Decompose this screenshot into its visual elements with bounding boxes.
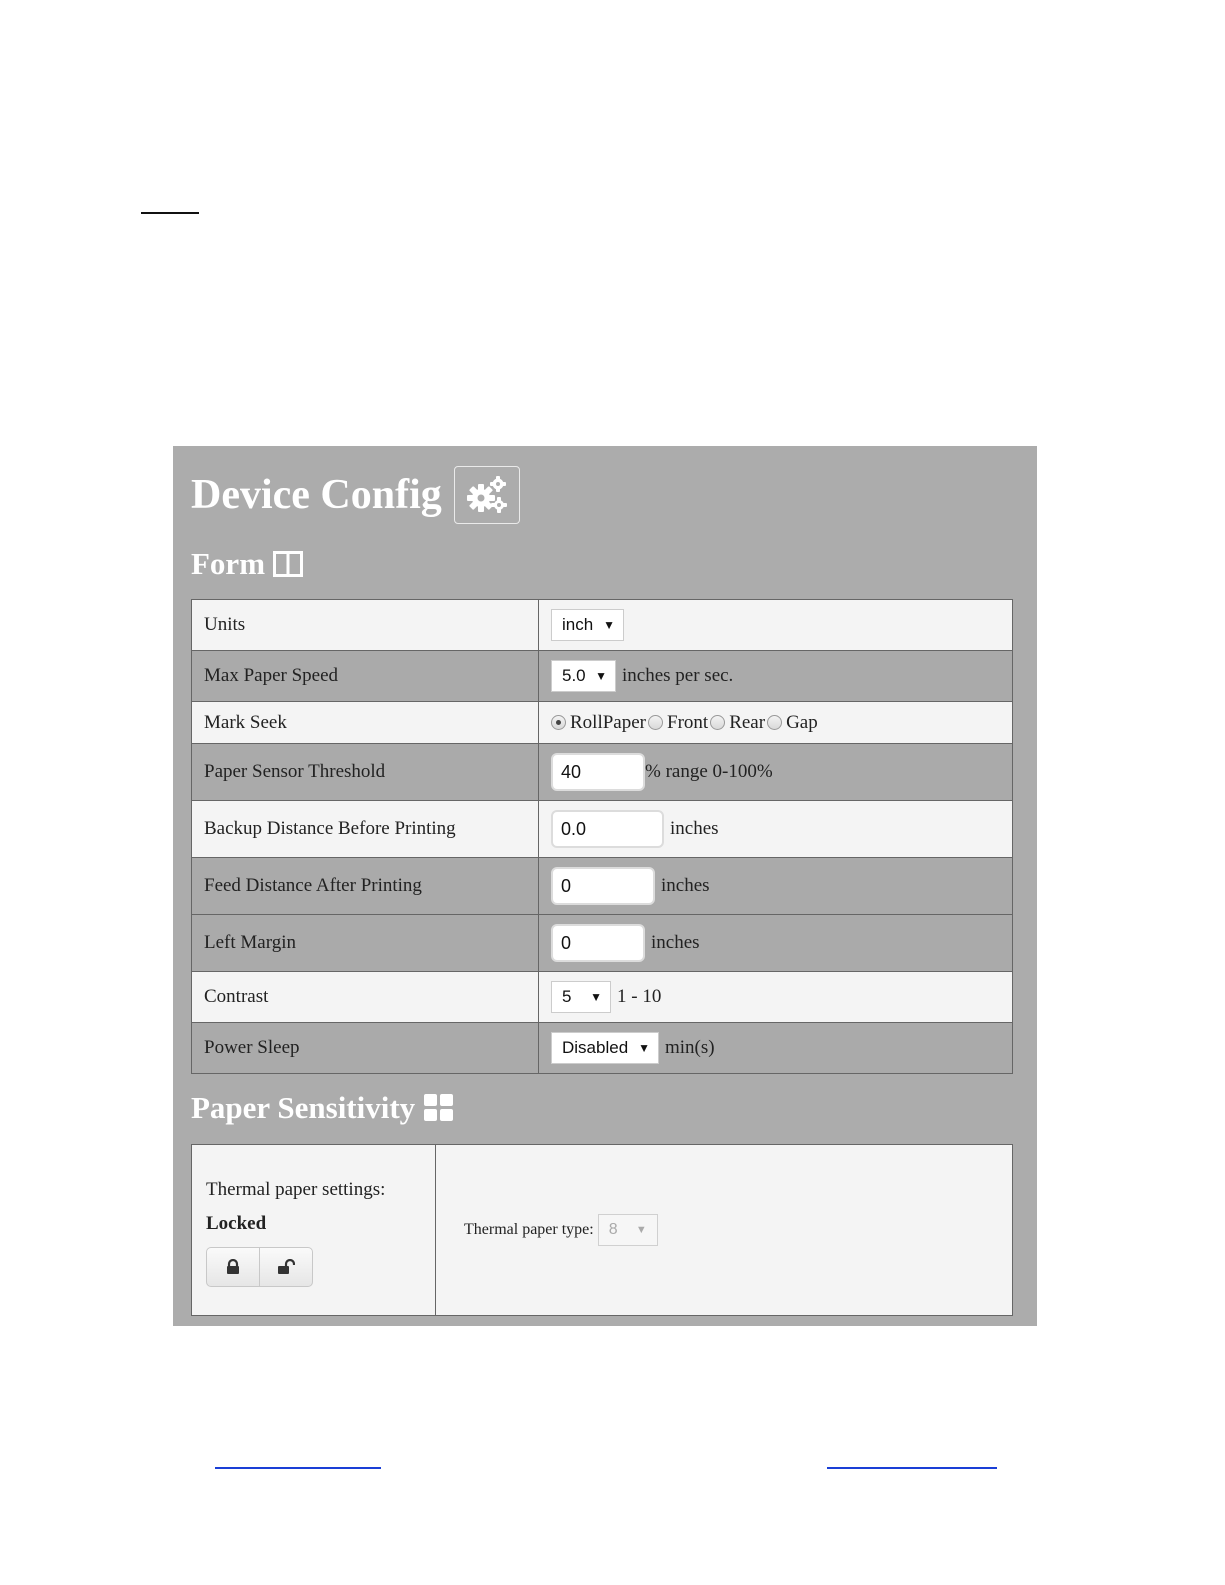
paper-sensor-threshold-input[interactable]: 40 <box>551 753 645 791</box>
lock-toggle-group <box>206 1247 313 1287</box>
lock-status: Locked <box>206 1213 267 1234</box>
device-config-panel <box>173 446 1037 1326</box>
footer-link-underline-right[interactable] <box>827 1467 997 1469</box>
left-margin-label: Left Margin <box>192 915 539 972</box>
backup-distance-unit: inches <box>670 818 719 839</box>
radio-checked-icon[interactable] <box>551 715 566 730</box>
max-paper-speed-unit: inches per sec. <box>622 665 734 686</box>
mark-seek-option-front[interactable]: Front <box>648 712 708 734</box>
contrast-select[interactable]: 5 ▼ <box>551 981 611 1013</box>
power-sleep-select[interactable]: Disabled ▼ <box>551 1032 659 1064</box>
contrast-label: Contrast <box>192 972 539 1023</box>
paper-sensor-threshold-unit: % range 0-100% <box>645 761 773 782</box>
lock-button[interactable] <box>207 1248 259 1286</box>
table-row-max-paper-speed <box>192 651 1013 702</box>
form-config-table <box>191 599 1013 1074</box>
mark-seek-option-rear[interactable]: Rear <box>710 712 765 734</box>
mark-seek-label: Mark Seek <box>192 702 539 744</box>
feed-distance-input[interactable]: 0 <box>551 867 655 905</box>
power-sleep-label: Power Sleep <box>192 1023 539 1074</box>
thermal-settings-label: Thermal paper settings: <box>206 1179 386 1200</box>
unlock-icon <box>277 1259 295 1275</box>
table-row-power-sleep <box>192 1023 1013 1074</box>
units-select[interactable]: inch ▼ <box>551 609 624 641</box>
left-margin-input[interactable]: 0 <box>551 924 645 962</box>
form-section-title <box>191 544 303 584</box>
units-label: Units <box>192 600 539 651</box>
unlock-button[interactable] <box>259 1248 312 1286</box>
power-sleep-unit: min(s) <box>665 1037 715 1058</box>
max-paper-speed-label: Max Paper Speed <box>192 651 539 702</box>
paper-sensitivity-section-title <box>191 1088 455 1128</box>
radio-icon[interactable] <box>648 715 663 730</box>
dropdown-arrow-icon: ▼ <box>603 618 615 632</box>
mark-seek-option-gap[interactable]: Gap <box>767 712 818 734</box>
columns-icon <box>273 551 303 577</box>
table-row-backup-distance <box>192 801 1013 858</box>
max-paper-speed-select[interactable]: 5.0 ▼ <box>551 660 616 692</box>
radio-icon[interactable] <box>710 715 725 730</box>
feed-distance-unit: inches <box>661 875 710 896</box>
paper-sensitivity-table <box>191 1144 1013 1316</box>
top-rule <box>141 212 199 214</box>
footer-link-underline-left[interactable] <box>215 1467 381 1469</box>
dropdown-arrow-icon: ▼ <box>590 990 602 1004</box>
dropdown-arrow-icon: ▼ <box>595 669 607 683</box>
left-margin-unit: inches <box>651 932 700 953</box>
dropdown-arrow-icon: ▼ <box>635 1224 647 1236</box>
paper-sensor-threshold-label: Paper Sensor Threshold <box>192 744 539 801</box>
grid-icon <box>423 1093 455 1123</box>
radio-icon[interactable] <box>767 715 782 730</box>
panel-header <box>191 464 520 526</box>
table-row-units <box>192 600 1013 651</box>
dropdown-arrow-icon: ▼ <box>638 1041 650 1055</box>
page-title: Device Config <box>191 472 442 518</box>
table-row-feed-distance <box>192 858 1013 915</box>
lock-icon <box>226 1259 240 1275</box>
mark-seek-option-rollpaper[interactable]: RollPaper <box>551 712 646 734</box>
thermal-paper-type-select[interactable]: 8 ▼ <box>598 1214 658 1246</box>
backup-distance-input[interactable]: 0.0 <box>551 810 664 848</box>
table-row-contrast <box>192 972 1013 1023</box>
gears-icon[interactable] <box>454 466 520 524</box>
contrast-range: 1 - 10 <box>617 986 662 1007</box>
backup-distance-label: Backup Distance Before Printing <box>192 801 539 858</box>
paper-sensitivity-heading: Paper Sensitivity <box>191 1090 416 1125</box>
thermal-paper-type-label: Thermal paper type: <box>464 1221 594 1238</box>
table-row-paper-sensor-threshold <box>192 744 1013 801</box>
table-row-left-margin <box>192 915 1013 972</box>
table-row-mark-seek <box>192 702 1013 744</box>
feed-distance-label: Feed Distance After Printing <box>192 858 539 915</box>
form-heading: Form <box>191 546 266 581</box>
